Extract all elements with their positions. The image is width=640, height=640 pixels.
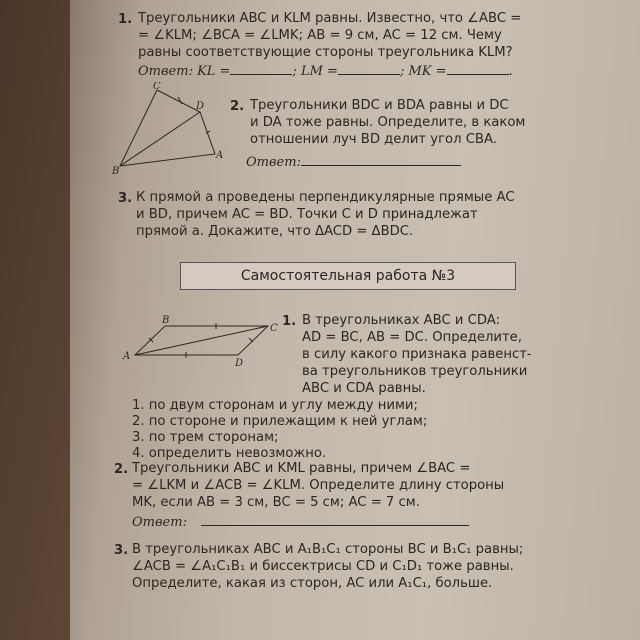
task2-figure	[110, 82, 230, 180]
sr-task1-label-d: D	[235, 358, 244, 369]
sr-task2-answer-line	[132, 513, 469, 530]
sr-task1-label-c: C	[270, 323, 278, 334]
sr-task1-line-2: AD = BC, AB = DC. Определите,	[302, 330, 522, 345]
sr-task3-line-3: Определите, какая из сторон, AC или A₁C₁, больше.	[132, 576, 493, 591]
sr-task2-answer-blank[interactable]	[201, 513, 469, 526]
task1-answer-prefix: Ответ: KL =	[138, 64, 231, 79]
task1-answer-end: .	[508, 64, 513, 79]
worksheet-page	[70, 0, 640, 640]
sr-task2-line-1: Треугольники ABC и KML равны, причем ∠BAC =	[132, 461, 471, 476]
sr-task1-label-a: A	[123, 351, 131, 362]
sr-task1-number: 1.	[282, 314, 297, 329]
task1-line-1: Треугольники ABC и KLM равны. Известно, что ∠ABC =	[138, 11, 522, 26]
sr-task1-option-3[interactable]: 3. по трем сторонам;	[132, 430, 279, 445]
sr-task1-figure	[120, 312, 280, 374]
task2-label-b: B	[112, 166, 120, 177]
task3-number: 3.	[118, 191, 133, 206]
sr-task3-number: 3.	[114, 543, 129, 558]
sr-task3-line-1: В треугольниках ABC и A₁B₁C₁ стороны BC и B₁C₁ равны;	[132, 542, 524, 557]
sr-task1-line-1: В треугольниках ABC и CDA:	[302, 313, 501, 328]
task2-label-d: D	[196, 101, 205, 112]
task2-number: 2.	[230, 99, 245, 114]
task3-line-3: прямой a. Докажите, что ΔACD = ΔBDC.	[136, 224, 414, 239]
task2-line-2: и DA тоже равны. Определите, в каком	[250, 115, 526, 130]
sr-task2-answer-label: Ответ:	[132, 515, 187, 530]
task2-line-3: отношении луч BD делит угол CBA.	[250, 132, 497, 147]
answer-blank-lm[interactable]	[338, 62, 400, 75]
sr-task2-line-2: = ∠LKM и ∠ACB = ∠KLM. Определите длину стороны	[132, 478, 505, 493]
task2-line-1: Треугольники BDC и BDA равны и DC	[250, 98, 509, 113]
task2-label-a: A	[216, 150, 224, 161]
sr-task1-option-1[interactable]: 1. по двум сторонам и углу между ними;	[132, 398, 418, 413]
task1-line-3: равны соответствующие стороны треугольника KLM?	[138, 45, 513, 60]
task1-answer-mid1: ; LM =	[292, 64, 338, 79]
answer-blank-mk[interactable]	[447, 62, 509, 75]
sr-task1-line-4: ва треугольников треугольники	[302, 364, 528, 379]
task2-label-c: C	[153, 82, 161, 92]
task2-answer-label: Ответ:	[246, 155, 301, 170]
task1-answer-line	[138, 62, 513, 79]
task2-answer-line	[246, 153, 461, 170]
sr-task1-label-b: B	[162, 315, 170, 326]
section-header: Самостоятельная работа №3	[180, 262, 516, 290]
task3-line-2: и BD, причем AC = BD. Точки C и D принадлежат	[136, 207, 478, 222]
sr-task1-option-2[interactable]: 2. по стороне и прилежащим к ней углам;	[132, 414, 428, 429]
sr-task1-line-3: в силу какого признака равенст-	[302, 347, 532, 362]
task1-line-2: = ∠KLM; ∠BCA = ∠LMK; AB = 9 см, AC = 12 см. Чему	[138, 28, 502, 43]
task1-number: 1.	[118, 12, 133, 27]
sr-task2-number: 2.	[114, 462, 129, 477]
task2-answer-blank[interactable]	[301, 153, 461, 166]
answer-blank-kl[interactable]	[230, 62, 292, 75]
sr-task3-line-2: ∠ACB = ∠A₁C₁B₁ и биссектрисы CD и C₁D₁ тоже равны.	[132, 559, 514, 574]
task3-line-1: К прямой a проведены перпендикулярные прямые AC	[136, 190, 515, 205]
sr-task1-line-5: ABC и CDA равны.	[302, 381, 426, 396]
sr-task1-option-4[interactable]: 4. определить невозможно.	[132, 446, 327, 461]
task1-answer-mid2: ; MK =	[399, 64, 447, 79]
sr-task2-line-3: MK, если AB = 3 см, BC = 5 см; AC = 7 см.	[132, 495, 420, 510]
